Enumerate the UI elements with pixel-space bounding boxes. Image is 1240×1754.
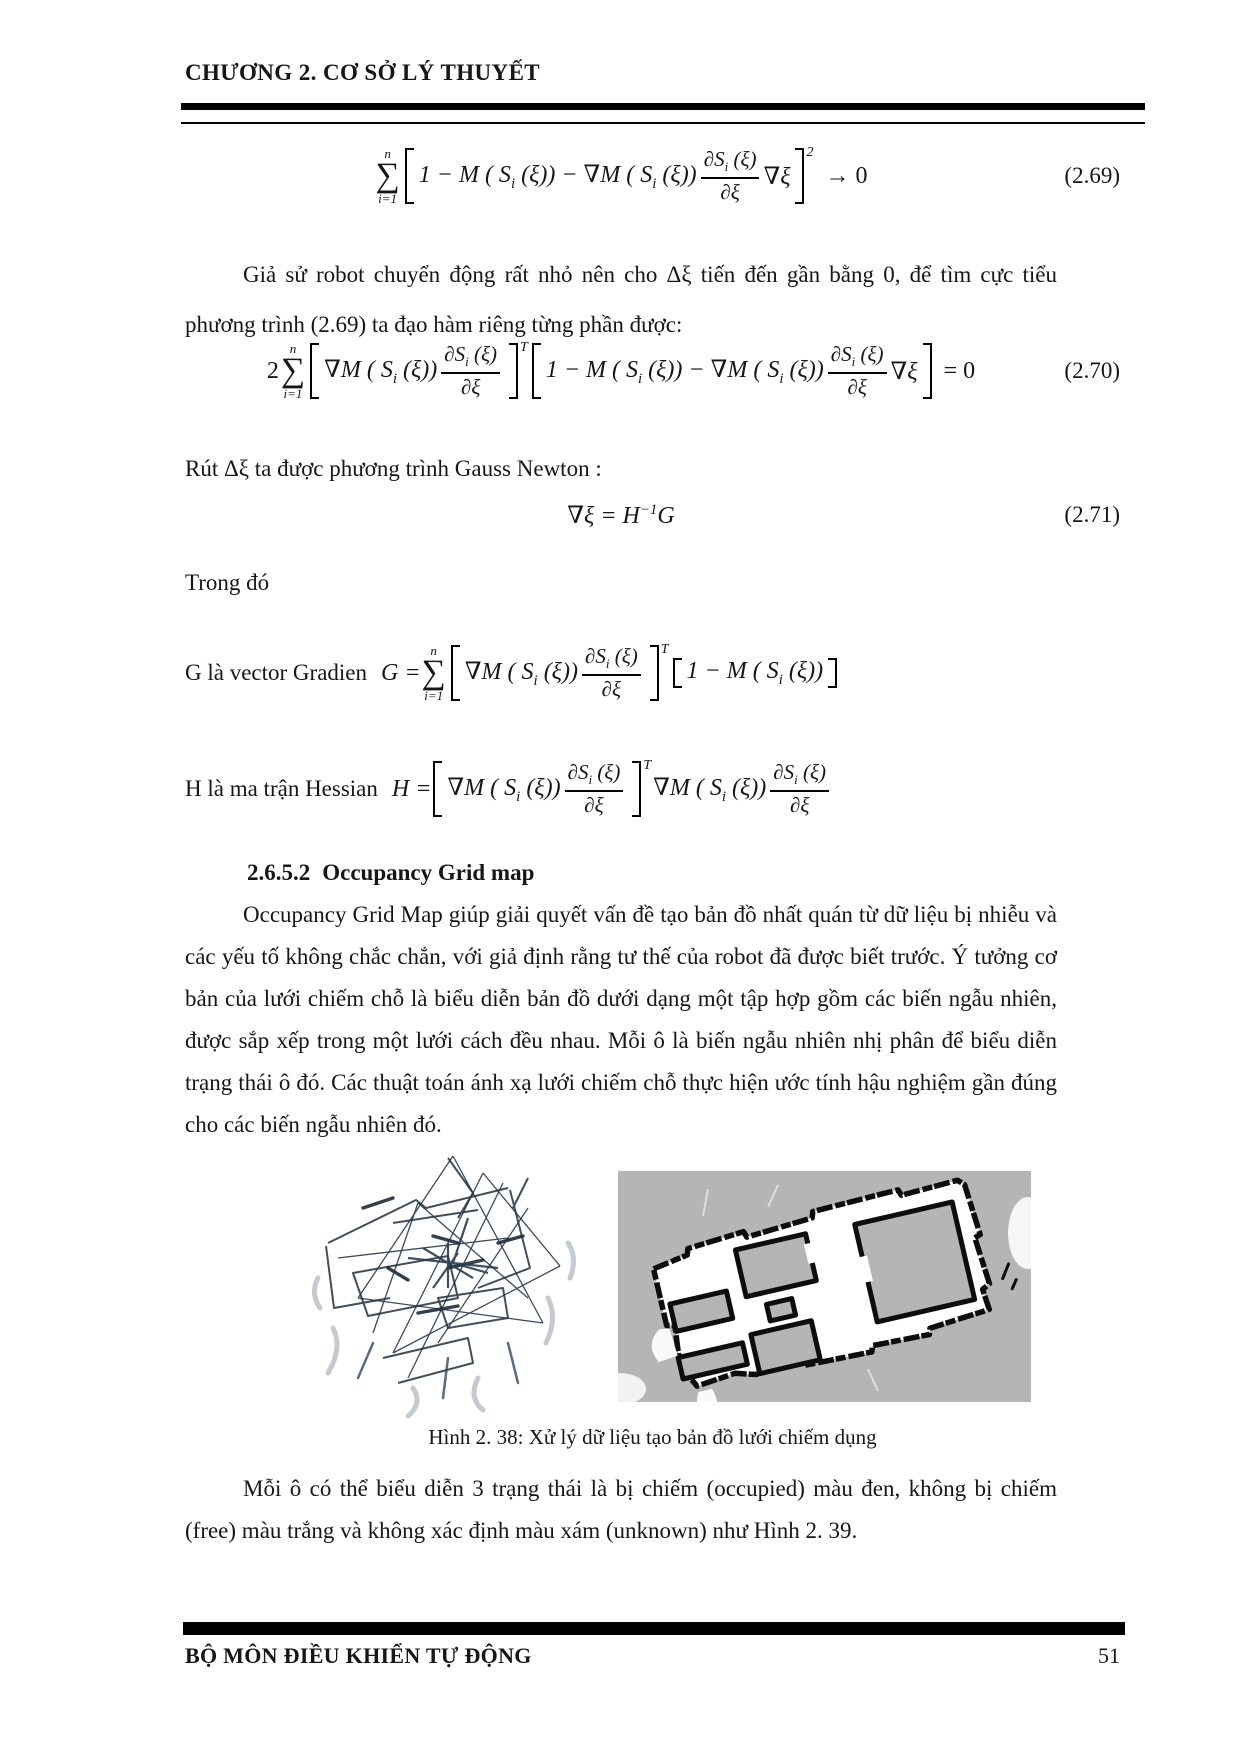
paragraph-occupancy: Occupancy Grid Map giúp giải quyết vấn đề tạo bản đồ nhất quán từ dữ liệu bị nhiễu và các yếu tố không chắc chắn, với giả định rằng tư thế của robot đã được biết trước. Ý tưởng cơ bản của lưới chiếm chỗ là biểu diễn bản đồ dưới dạng một tập hợp gồm các biến ngẫu nhiên, được sắp xếp trong một lưới cách đều nhau. Mỗi ô là biến ngẫu nhiên nhị phân để biểu diễn trạng thái ô đó. Các thuật toán ánh xạ lưới chiếm chỗ thực hiện ước tính hậu nghiệm gần đúng cho các biến ngẫu nhiên đó. xyxy=(185,902,1057,1137)
left-bracket xyxy=(532,343,541,399)
figure-caption: Hình 2. 38: Xử lý dữ liệu tạo bản đồ lưới chiếm dụng xyxy=(428,1425,877,1449)
hessian-label: H là ma trận Hessian xyxy=(185,776,378,801)
fraction: $\frac{\partial S_i (\xi)}{\partial\xi}$ xyxy=(828,343,887,399)
paragraph-gauss-newton: Rút Δξ ta được phương trình Gauss Newton : xyxy=(185,456,602,481)
header-rule xyxy=(181,103,1145,124)
fraction: $\frac{\partial S_i (\xi)}{\partial\xi}$ xyxy=(770,761,829,817)
left-bracket xyxy=(451,645,460,701)
paragraph-cell-states: Mỗi ô có thể biểu diễn 3 trạng thái là bị chiếm (occupied) màu đen, không bị chiếm (free) màu trắng và không xác định màu xám (unknown) như Hình 2. 39. xyxy=(185,1476,1057,1543)
chapter-header: CHƯƠNG 2. CƠ SỞ LÝ THUYẾT xyxy=(185,60,541,85)
occupancy-grid-map-image xyxy=(618,1171,1031,1402)
equation-number: (2.70) xyxy=(1064,358,1120,383)
gradient-label: G là vector Gradien xyxy=(185,660,368,685)
bracket-group: ∇M ( $S_i$ (ξ)) $\frac{\partial S_i (\xi)}{\partial\xi}$ T xyxy=(310,338,528,404)
fraction: $\frac{\partial S_i (\xi)}{\partial\xi}$ xyxy=(441,343,500,399)
bracket-group: ∇M ( $S_i$ (ξ)) $\frac{\partial S_i (\xi)}{\partial\xi}$ T xyxy=(433,756,651,822)
bracket-group: 1 − M ( $S_i$ (ξ)) − ∇M ( $S_i$ (ξ)) $\frac{\partial S_i (\xi)}{\partial\xi}$ ∇ξ 2 xyxy=(405,143,814,209)
right-bracket xyxy=(923,343,932,399)
equation-number: (2.71) xyxy=(1064,502,1120,527)
footer-rule xyxy=(183,1622,1125,1635)
right-bracket xyxy=(828,658,837,689)
equation-number: (2.69) xyxy=(1064,163,1120,188)
paragraph-where: Trong đó xyxy=(185,570,270,595)
section-title: Occupancy Grid map xyxy=(322,860,535,885)
left-bracket xyxy=(310,343,319,399)
hessian-definition: H là ma trận Hessian H = ∇M ( $S_i$ (ξ)) $\frac{\partial S_i (\xi)}{\partial\xi}$ T ∇M ( $S_i$ (ξ)) $\frac{\partial S_i (\xi)}{\partial\xi}$ xyxy=(185,748,1120,830)
section-heading xyxy=(247,852,534,894)
equation-2-70: 2 n ∑ i=1 ∇M ( $S_i$ (ξ)) $\frac{\partial S_i (\xi)}{\partial\xi}$ T 1 − M ( $S_i$ (ξ)) − ∇M ( $S_i$ (ξ)) $\frac{\partial S_i (\xi)}{\partial\xi}$ ∇ξ = 0 (2.70) xyxy=(185,326,1120,416)
summation-symbol: n ∑ i=1 xyxy=(280,340,306,402)
right-bracket xyxy=(509,343,518,399)
equation-2-69: n ∑ i=1 1 − M ( $S_i$ (ξ)) − ∇M ( $S_i$ (ξ)) $\frac{\partial S_i (\xi)}{\partial\xi}$ ∇ξ 2 → 0 (2.69) xyxy=(185,130,1120,222)
equation-2-71: $\nabla\xi = H^{-1}G$ (2.71) xyxy=(567,501,1120,529)
left-bracket xyxy=(405,148,414,204)
bracket-group: 1 − M ( $S_i$ (ξ)) xyxy=(673,653,838,694)
paragraph-gauss-intro: Giả sử robot chuyển động rất nhỏ nên cho Δξ tiến đến gần bằng 0, để tìm cực tiểu phương trình (2.69) ta đạo hàm riêng từng phần được: xyxy=(185,262,1057,337)
footer-department: BỘ MÔN ĐIỀU KHIỂN TỰ ĐỘNG xyxy=(185,1643,532,1668)
gradient-definition: G là vector Gradien G = n ∑ i=1 ∇M ( $S_i$ (ξ)) $\frac{\partial S_i (\xi)}{\partial\xi}$ T 1 − M ( $S_i$ (ξ)) xyxy=(185,630,1120,716)
bracket-group: 1 − M ( $S_i$ (ξ)) − ∇M ( $S_i$ (ξ)) $\frac{\partial S_i (\xi)}{\partial\xi}$ ∇ξ xyxy=(532,338,932,404)
fraction: $\frac{\partial S_i (\xi)}{\partial\xi}$ xyxy=(565,761,624,817)
bracket-group: ∇M ( $S_i$ (ξ)) $\frac{\partial S_i (\xi)}{\partial\xi}$ T xyxy=(451,640,669,706)
left-bracket xyxy=(433,761,442,817)
section-number: 2.6.5.2 xyxy=(247,860,311,885)
left-bracket xyxy=(673,658,682,689)
summation-symbol: n ∑ i=1 xyxy=(421,642,446,704)
fraction: $\frac{\partial S_i (\xi)}{\partial\xi}$ xyxy=(582,645,641,701)
fraction: $\frac{\partial S_i (\xi)}{\partial\xi}$ xyxy=(701,148,760,204)
right-bracket xyxy=(650,645,659,701)
right-bracket xyxy=(632,761,641,817)
raw-scan-image xyxy=(298,1148,610,1420)
summation-symbol: n ∑ i=1 xyxy=(375,145,400,207)
right-bracket xyxy=(795,148,804,204)
page-number: 51 xyxy=(1098,1643,1120,1668)
